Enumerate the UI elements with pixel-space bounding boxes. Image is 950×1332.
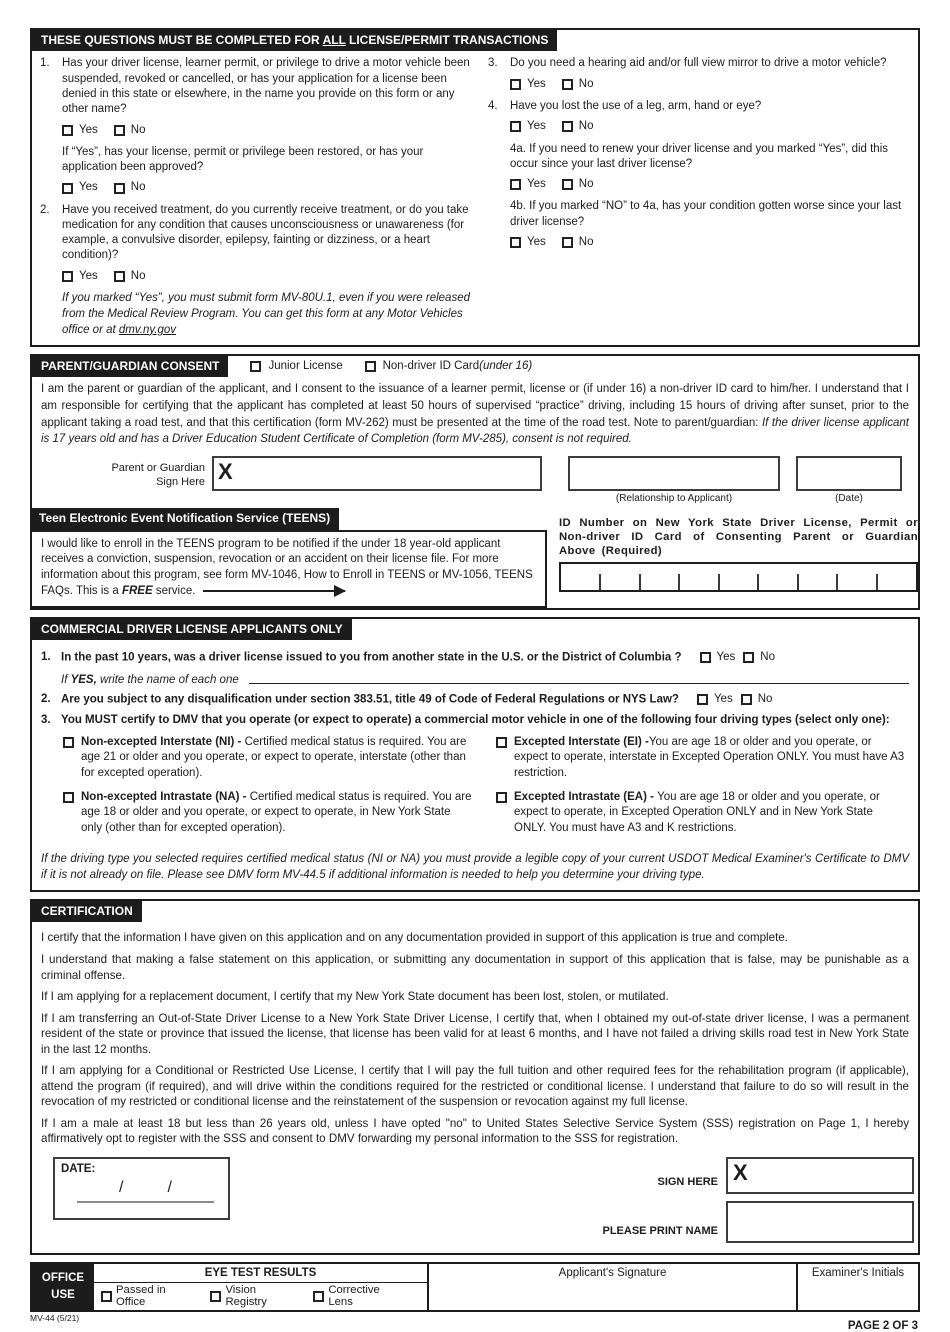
no-label: No xyxy=(578,77,594,90)
corrective-lens-option xyxy=(313,1284,403,1308)
signature-x-mark: X xyxy=(733,1159,748,1185)
date-input-line[interactable] xyxy=(77,1179,214,1203)
id-digit-cell[interactable] xyxy=(798,564,837,590)
yes-label: Yes xyxy=(79,123,98,136)
id-digit-cell[interactable] xyxy=(679,564,718,590)
certification-date-field[interactable] xyxy=(53,1157,230,1220)
option-non-excepted-interstate xyxy=(63,735,472,781)
certification-paragraphs xyxy=(32,922,918,1146)
q3-yes-checkbox[interactable] xyxy=(510,79,521,90)
q1-followup-yes-checkbox[interactable] xyxy=(62,183,73,194)
junior-license-option xyxy=(250,360,342,372)
no-label: No xyxy=(130,269,146,282)
no-label: No xyxy=(578,235,594,248)
parent-guardian-consent-section xyxy=(30,354,920,610)
q1-followup-no-checkbox[interactable] xyxy=(114,183,125,194)
passed-in-office-option xyxy=(101,1284,193,1308)
header-all-underlined: ALL xyxy=(322,33,346,47)
nondriver-id-label: Non-driver ID Card xyxy=(382,360,480,373)
cdl-medical-note: If the driving type you selected requires certified medical status (NI or NA) you must provide a legible copy of your current USDOT Medical Examiner's Certificate to DMV if it is not already on file. Please see DMV form MV-44.5 if additional information is needed to help you determine your driving type. xyxy=(41,852,909,881)
certification-sign-area xyxy=(32,1153,918,1253)
relationship-caption: (Relationship to Applicant) xyxy=(615,493,733,505)
id-digit-cell[interactable] xyxy=(561,564,600,590)
arrow-right-icon xyxy=(203,590,345,592)
nondriver-id-checkbox[interactable] xyxy=(365,361,376,372)
page-number: PAGE 2 OF 3 xyxy=(847,1319,918,1332)
yes-label: Yes xyxy=(527,235,546,248)
examiner-initials-cell[interactable] xyxy=(798,1264,918,1310)
ni-checkbox[interactable] xyxy=(63,737,74,748)
cdl-question-3-text: You MUST certify to DMV that you operate (or expect to operate) a commercial motor vehicle in one of the following four driving types (select only one): xyxy=(61,714,890,727)
q2-no-checkbox[interactable] xyxy=(114,271,125,282)
certification-paragraph: If I am applying for a Conditional or Restricted Use License, I certify that I will pay the full tuition and other required fees for the rehabilitation program (if applicable), attend the program (if required), and will drive within the conditions required for the restricted or conditional license. I understand that failure to do so will result in the revocation of my restricted or conditional license and the reinstatement of the suspension or revocation against my full license. xyxy=(41,1064,909,1109)
header-text-after: LICENSE/PERMIT TRANSACTIONS xyxy=(345,33,549,47)
certification-paragraph: I certify that the information I have given on this application and on any documentation provided in support of this application is true and complete. xyxy=(41,931,788,945)
relationship-field[interactable] xyxy=(568,456,780,491)
questions-right-column xyxy=(488,56,908,338)
question-number: 1. xyxy=(40,57,50,70)
consent-section-header: PARENT/GUARDIAN CONSENT xyxy=(32,356,228,377)
q4-yes-checkbox[interactable] xyxy=(510,121,521,132)
no-label: No xyxy=(130,123,146,136)
question-number: 2. xyxy=(41,692,51,705)
question-3 xyxy=(488,56,908,99)
junior-license-checkbox[interactable] xyxy=(250,361,261,372)
question-4a-text: 4a. If you need to renew your driver license and you marked “Yes”, did this occur since your last driver license? xyxy=(510,142,889,170)
option-title: Excepted Interstate (EI) - xyxy=(514,736,649,749)
cdl-question-2-text: Are you subject to any disqualification under section 383.51, title 49 of Code of Federal Regulations or NYS Law? xyxy=(61,693,679,706)
certification-paragraph: I understand that making a false statement on this application, or submitting any documentation in support of this application that is false, may be punishable as a criminal offense. xyxy=(41,952,909,982)
teens-paragraph: I would like to enroll in the TEENS program to be notified if the under 18 year-old applicant receives a conviction, suspension, revocation or an accident on their license file. For more information about this program, see form MV-1046, How to Enroll in TEENS or MV-1056, TEENS FAQs. This is a FREE service. xyxy=(30,530,547,608)
certification-paragraph: If I am applying for a replacement document, I certify that my New York State document has been lost, stolen, or mutilated. xyxy=(41,990,669,1004)
q2-yes-checkbox[interactable] xyxy=(62,271,73,282)
id-number-field[interactable] xyxy=(559,562,918,592)
id-number-label: ID Number on New York State Driver License, Permit or Non-driver ID Card of Consenting Parent or Guardian Above (Required) xyxy=(559,517,918,558)
question-number: 1. xyxy=(41,651,51,664)
id-digit-cell[interactable] xyxy=(758,564,797,590)
q1-yes-checkbox[interactable] xyxy=(62,125,73,136)
option-description: You are age 18 or older and you operate, or expect to operate, interstate in Excepted Operation ONLY. You must have A3 restriction. xyxy=(514,736,905,779)
dmv-website-link[interactable]: dmv.ny.gov xyxy=(118,323,176,336)
parent-signature-field[interactable] xyxy=(212,456,542,491)
date-slash: / xyxy=(167,1178,172,1196)
no-label: No xyxy=(130,181,146,194)
question-number: 3. xyxy=(41,714,51,727)
question-4b-text: 4b. If you marked “NO” to 4a, has your condition gotten worse since your last driver license? xyxy=(510,200,902,228)
q4b-no-checkbox[interactable] xyxy=(562,237,573,248)
option-description: Certified medical status is required. You are age 21 or older and you operate, or expect to operate, interstate (other than for excepted operation). xyxy=(81,736,467,779)
cdl-q1-yes-checkbox[interactable] xyxy=(700,652,711,663)
option-title: Excepted Intrastate (EA) - xyxy=(514,791,658,804)
option-excepted-interstate xyxy=(496,735,905,781)
question-number: 4. xyxy=(488,99,498,112)
question-1-followup: If “Yes”, has your license, permit or privilege been restored, or has your application been approved? xyxy=(62,145,424,174)
certification-paragraph: If I am a male at least 18 but less than 26 years old, unless I have opted "no" to United States Selective Service System (SSS) registration on Page 1, I hereby affirmatively opt to register with the SSS and consent to DMV forwarding my personal information to the SSS for registration. xyxy=(41,1116,909,1146)
junior-license-label: Junior License xyxy=(268,360,343,373)
ea-checkbox[interactable] xyxy=(496,792,507,803)
cdl-q2-yes-checkbox[interactable] xyxy=(697,694,708,705)
print-name-label: PLEASE PRINT NAME xyxy=(602,1224,718,1237)
question-4-text: Have you lost the use of a leg, arm, hand or eye? xyxy=(510,99,762,112)
q4a-yes-checkbox[interactable] xyxy=(510,179,521,190)
teens-block xyxy=(30,508,547,608)
questions-section xyxy=(30,28,920,347)
corrective-lens-checkbox[interactable] xyxy=(313,1291,324,1302)
yes-label: Yes xyxy=(527,77,546,90)
option-description: You are age 18 or older and you operate, or expect to operate, in Excepted Operation ONLY and in New York State ONLY. You must have A3 and K restrictions. xyxy=(514,791,880,834)
print-name-field[interactable] xyxy=(726,1201,914,1243)
id-digit-cell[interactable] xyxy=(837,564,876,590)
office-use-table xyxy=(30,1262,920,1312)
certification-section-header: CERTIFICATION xyxy=(32,901,142,922)
vision-registry-checkbox[interactable] xyxy=(210,1291,221,1302)
certification-paragraph: If I am transferring an Out-of-State Driver License to a New York State Driver License, I certify that, when I obtained my out-of-state driver license, I was a permanent resident of the state or province that issued the license, that license has been valid for at least 6 months, and I have not failed a driving skills road test in New York State in the last 12 months. xyxy=(41,1011,909,1056)
passed-in-office-label: Passed in Office xyxy=(116,1284,166,1309)
teens-section-header: Teen Electronic Event Notification Service (TEENS) xyxy=(30,508,339,529)
office-use-header: OFFICE USE xyxy=(32,1264,94,1310)
question-number: 3. xyxy=(488,57,498,70)
certification-section xyxy=(30,899,920,1255)
question-2-note: If you marked “Yes”, you must submit form MV-80U.1, even if you were released from the Medical Review Program. You can get this form at any Motor Vehicles office or at dmv.ny.gov xyxy=(62,292,470,336)
vision-registry-option xyxy=(210,1284,296,1308)
eye-test-results-header: EYE TEST RESULTS xyxy=(94,1264,427,1283)
no-label: No xyxy=(760,651,775,664)
questions-left-column xyxy=(40,56,488,338)
applicant-signature-field[interactable] xyxy=(726,1157,914,1194)
no-label: No xyxy=(578,120,594,133)
ei-checkbox[interactable] xyxy=(496,737,507,748)
option-title: Non-excepted Interstate (NI) - xyxy=(81,736,245,749)
na-checkbox[interactable] xyxy=(63,792,74,803)
nondriver-id-option xyxy=(365,360,533,372)
option-description: Certified medical status is required. You are age 18 or older and you operate, or expect to operate, in New York State only (other than for excepted operation). xyxy=(81,791,472,834)
consent-date-field[interactable] xyxy=(796,456,902,491)
option-non-excepted-intrastate xyxy=(63,790,472,836)
sign-here-label: SIGN HERE xyxy=(657,1175,718,1188)
yes-label: Yes xyxy=(527,120,546,133)
parent-sign-row xyxy=(32,450,918,508)
cdl-q1-no-checkbox[interactable] xyxy=(743,652,754,663)
id-digit-cell[interactable] xyxy=(877,564,916,590)
id-digit-cell[interactable] xyxy=(640,564,679,590)
passed-in-office-checkbox[interactable] xyxy=(101,1291,112,1302)
date-slash: / xyxy=(119,1178,124,1196)
question-number: 2. xyxy=(40,203,50,216)
q1-no-checkbox[interactable] xyxy=(114,125,125,136)
id-digit-cell[interactable] xyxy=(600,564,639,590)
form-number: MV-44 (5/21) xyxy=(30,1312,80,1323)
questions-section-header xyxy=(32,30,557,51)
question-2 xyxy=(40,203,474,339)
question-1-text: Has your driver license, learner permit, or privilege to drive a motor vehicle been suspended, revoked or cancelled, or has your application for a license been denied in this state or elsewhere, in the name you provide on this form or any other name? xyxy=(62,57,470,116)
cdl-section xyxy=(30,617,920,892)
cdl-question-3 xyxy=(41,713,909,728)
consent-paragraph: I am the parent or guardian of the applicant, and I consent to the issuance of a learner permit, license or (if under 16) a non-driver ID card to him/her. I understand that I am responsible for certifying that the applicant has completed at least 50 hours of supervised “practice” driving, including 15 hours of driving after sunset, prior to the applicant taking a road test, and that this certification (form MV-262) must be presented at the time of the road test. Note to parent/guardian: If the driver license applicant is 17 years old and has a Driver Education Student Certificate of Completion (form MV-285), consent is not required. xyxy=(41,383,909,446)
corrective-lens-label: Corrective Lens xyxy=(328,1284,380,1309)
cdl-question-1 xyxy=(41,650,909,665)
yes-label: Yes xyxy=(79,181,98,194)
free-emphasis: FREE xyxy=(121,585,153,598)
no-label: No xyxy=(578,178,594,191)
question-1 xyxy=(40,56,474,202)
driving-type-options xyxy=(41,728,909,840)
question-4 xyxy=(488,99,908,257)
question-2-text: Have you received treatment, do you currently receive treatment, or do you take medication for any condition that causes unconsciousness or unawareness (for example, a convulsive disorder, epilepsy, fainting or dizziness, or a heart condition)? xyxy=(62,203,469,262)
under-16-note: (under 16) xyxy=(479,360,533,373)
date-caption: (Date) xyxy=(835,493,863,505)
q4a-no-checkbox[interactable] xyxy=(562,179,573,190)
parent-sign-label: Parent or Guardian Sign Here xyxy=(111,462,205,489)
option-title: Non-excepted Intrastate (NA) - xyxy=(81,791,250,804)
cdl-question-2 xyxy=(41,692,909,707)
cdl-question-1-text: In the past 10 years, was a driver license issued to you from another state in the U.S. or the District of Columbia ? xyxy=(61,651,682,664)
eye-test-column xyxy=(94,1264,429,1310)
option-excepted-intrastate xyxy=(496,790,905,836)
page-footer xyxy=(30,1312,920,1332)
signature-x-mark: X xyxy=(218,459,233,485)
id-number-block xyxy=(547,508,918,592)
no-label: No xyxy=(757,692,773,705)
state-names-input-line[interactable] xyxy=(249,672,909,684)
vision-registry-label: Vision Registry xyxy=(225,1284,267,1309)
applicant-signature-header: Applicant's Signature xyxy=(558,1266,667,1279)
cdl-q2-no-checkbox[interactable] xyxy=(741,694,752,705)
header-text: THESE QUESTIONS MUST BE COMPLETED FOR xyxy=(41,33,323,47)
cdl-section-header: COMMERCIAL DRIVER LICENSE APPLICANTS ONLY xyxy=(32,619,352,640)
cdl-if-yes-line: If YES, write the name of each one xyxy=(61,672,909,686)
applicant-signature-cell[interactable] xyxy=(429,1264,798,1310)
id-digit-cell[interactable] xyxy=(719,564,758,590)
q4-no-checkbox[interactable] xyxy=(562,121,573,132)
yes-label: Yes xyxy=(713,692,733,705)
date-label: DATE: xyxy=(61,1162,96,1175)
yes-label: Yes xyxy=(79,269,98,282)
yes-label: Yes xyxy=(716,651,736,664)
q3-no-checkbox[interactable] xyxy=(562,79,573,90)
yes-label: Yes xyxy=(527,178,546,191)
examiner-initials-header: Examiner's Initials xyxy=(811,1266,905,1279)
q4b-yes-checkbox[interactable] xyxy=(510,237,521,248)
question-3-text: Do you need a hearing aid and/or full view mirror to drive a motor vehicle? xyxy=(510,57,887,70)
